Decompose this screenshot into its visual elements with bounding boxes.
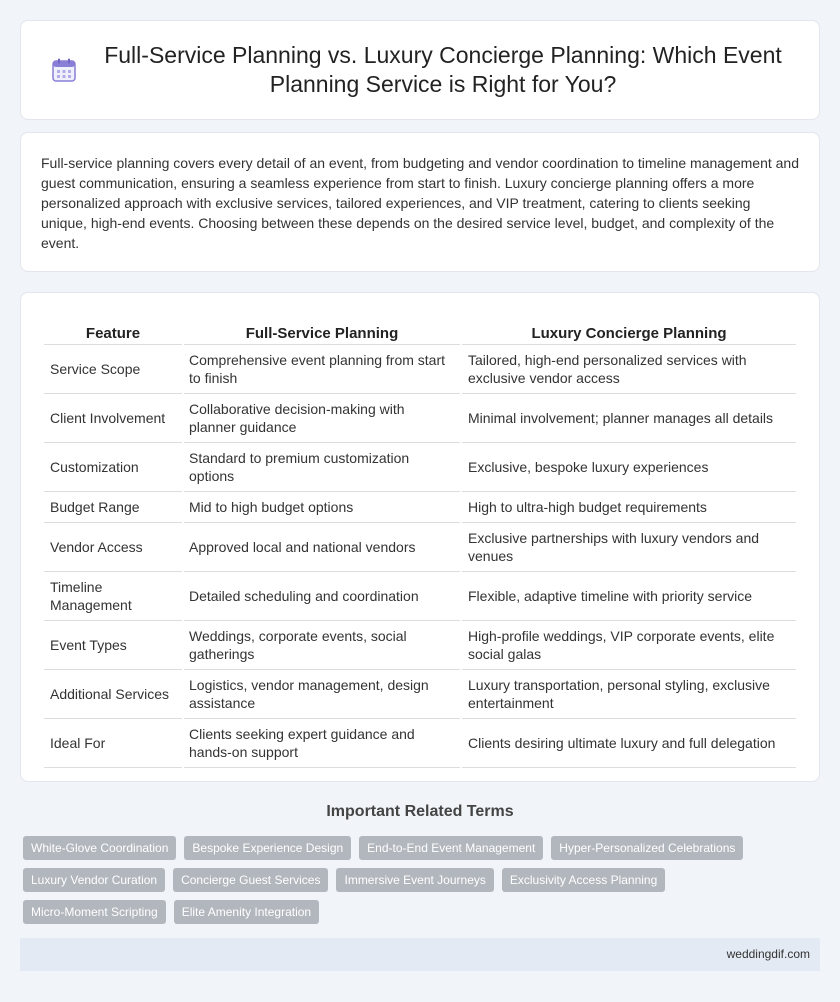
header-card bbox=[20, 20, 820, 120]
row-feature: Additional Services bbox=[44, 670, 182, 719]
table-row bbox=[44, 492, 796, 523]
row-full-service: Logistics, vendor management, design assistance bbox=[184, 670, 460, 719]
row-full-service: Detailed scheduling and coordination bbox=[184, 572, 460, 621]
related-term-tag[interactable]: Bespoke Experience Design bbox=[184, 836, 351, 860]
row-luxury-concierge: High-profile weddings, VIP corporate events, elite social galas bbox=[462, 621, 796, 670]
row-luxury-concierge: Exclusive, bespoke luxury experiences bbox=[462, 443, 796, 492]
table-row bbox=[44, 719, 796, 768]
table-row bbox=[44, 345, 796, 394]
row-full-service: Comprehensive event planning from start to finish bbox=[184, 345, 460, 394]
related-term-tag[interactable]: Immersive Event Journeys bbox=[336, 868, 493, 892]
row-feature: Ideal For bbox=[44, 719, 182, 768]
row-feature: Event Types bbox=[44, 621, 182, 670]
related-term-tag[interactable]: Concierge Guest Services bbox=[173, 868, 328, 892]
table-row bbox=[44, 621, 796, 670]
intro-paragraph: Full-service planning covers every detail of an event, from budgeting and vendor coordination to timeline management and guest communication, ensuring a seamless experience from start to finish. Luxury concierge planning offers a more personalized approach with exclusive services, tailored experiences, and VIP treatment, catering to clients seeking unique, high-end events. Choosing between these depends on the desired service level, budget, and complexity of the event. bbox=[41, 155, 799, 251]
table-row bbox=[44, 572, 796, 621]
row-luxury-concierge: Flexible, adaptive timeline with priority service bbox=[462, 572, 796, 621]
row-full-service: Approved local and national vendors bbox=[184, 523, 460, 572]
related-term-tag[interactable]: End-to-End Event Management bbox=[359, 836, 543, 860]
table-row bbox=[44, 394, 796, 443]
calendar-icon bbox=[51, 57, 77, 83]
row-luxury-concierge: Luxury transportation, personal styling, exclusive entertainment bbox=[462, 670, 796, 719]
page-title: Full-Service Planning vs. Luxury Concierge Planning: Which Event Planning Service is Right for You? bbox=[104, 42, 782, 97]
related-term-tag[interactable]: Micro-Moment Scripting bbox=[23, 900, 166, 924]
footer-site-link[interactable]: weddingdif.com bbox=[726, 947, 810, 961]
row-feature: Vendor Access bbox=[44, 523, 182, 572]
footer bbox=[20, 938, 820, 971]
column-header-feature: Feature bbox=[44, 313, 182, 345]
related-term-tag[interactable]: Elite Amenity Integration bbox=[174, 900, 319, 924]
row-luxury-concierge: Tailored, high-end personalized services with exclusive vendor access bbox=[462, 345, 796, 394]
intro-card bbox=[20, 132, 820, 272]
row-full-service: Collaborative decision-making with planner guidance bbox=[184, 394, 460, 443]
row-feature: Budget Range bbox=[44, 492, 182, 523]
row-feature: Client Involvement bbox=[44, 394, 182, 443]
row-luxury-concierge: High to ultra-high budget requirements bbox=[462, 492, 796, 523]
table-header-row bbox=[44, 313, 796, 345]
related-terms-list bbox=[23, 836, 813, 924]
related-term-tag[interactable]: Luxury Vendor Curation bbox=[23, 868, 165, 892]
table-row bbox=[44, 523, 796, 572]
related-terms-title: Important Related Terms bbox=[326, 803, 514, 820]
column-header-full-service: Full-Service Planning bbox=[184, 313, 460, 345]
row-feature: Timeline Management bbox=[44, 572, 182, 621]
table-row bbox=[44, 670, 796, 719]
row-full-service: Clients seeking expert guidance and hands-on support bbox=[184, 719, 460, 768]
row-full-service: Mid to high budget options bbox=[184, 492, 460, 523]
row-full-service: Weddings, corporate events, social gatherings bbox=[184, 621, 460, 670]
row-full-service: Standard to premium customization options bbox=[184, 443, 460, 492]
row-feature: Customization bbox=[44, 443, 182, 492]
column-header-luxury-concierge: Luxury Concierge Planning bbox=[462, 313, 796, 345]
row-luxury-concierge: Minimal involvement; planner manages all details bbox=[462, 394, 796, 443]
row-luxury-concierge: Clients desiring ultimate luxury and full delegation bbox=[462, 719, 796, 768]
table-row bbox=[44, 443, 796, 492]
row-luxury-concierge: Exclusive partnerships with luxury vendors and venues bbox=[462, 523, 796, 572]
row-feature: Service Scope bbox=[44, 345, 182, 394]
comparison-card bbox=[20, 292, 820, 782]
related-term-tag[interactable]: Exclusivity Access Planning bbox=[502, 868, 665, 892]
related-term-tag[interactable]: White-Glove Coordination bbox=[23, 836, 176, 860]
comparison-table bbox=[42, 313, 798, 768]
related-term-tag[interactable]: Hyper-Personalized Celebrations bbox=[551, 836, 743, 860]
